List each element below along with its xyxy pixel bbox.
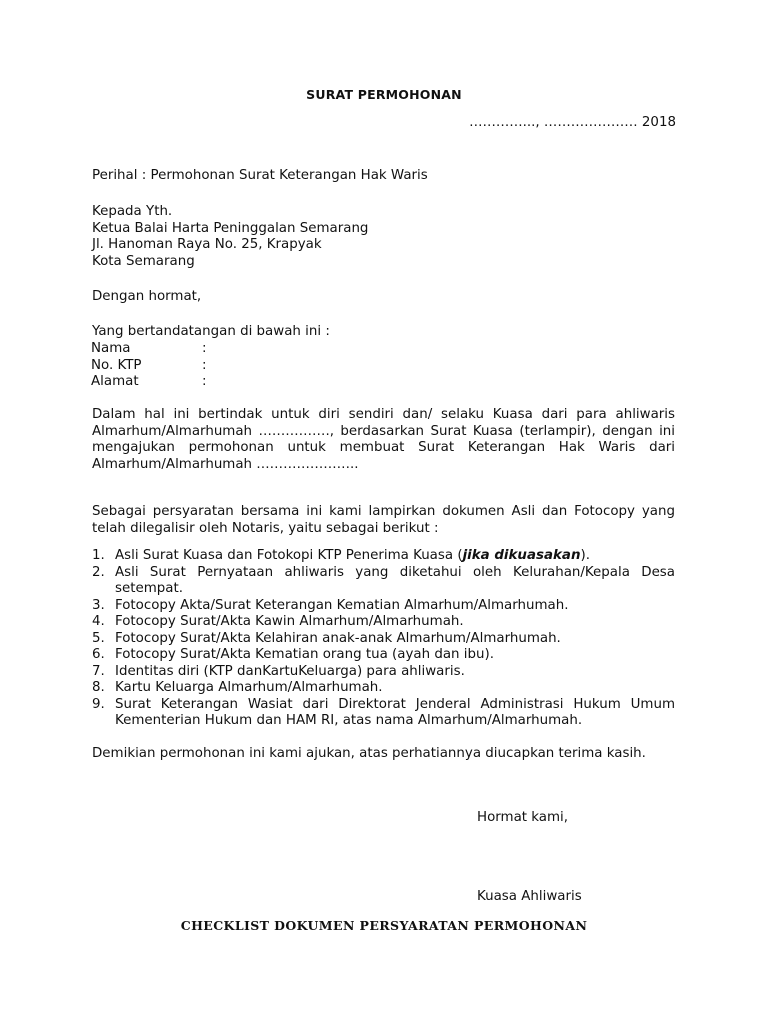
list-number: 7. — [92, 663, 105, 679]
paragraph-requirements-intro: Sebagai persyaratan bersama ini kami lampirkan dokumen Asli dan Fotocopy yang telah dilegalisir oleh Notaris, yaitu sebagai berikut : — [92, 504, 675, 536]
list-item — [92, 697, 675, 730]
field-label: Alamat — [91, 374, 139, 389]
field-alamat — [91, 374, 674, 391]
list-text-tail: ). — [580, 548, 590, 563]
intro — [92, 324, 675, 341]
recipient-line: Ketua Balai Harta Peninggalan Semarang — [92, 220, 369, 236]
list-text: Fotocopy Surat/Akta Kelahiran anak-anak Almarhum/Almarhumah. — [115, 630, 561, 646]
list-number: 2. — [92, 564, 105, 580]
closing-paragraph: Demikian permohonan ini kami ajukan, atas perhatiannya diucapkan terima kasih. — [92, 746, 646, 761]
intro-text: Yang bertandatangan di bawah ini : — [92, 324, 330, 339]
recipient-block — [92, 204, 675, 270]
field-label: No. KTP — [91, 357, 142, 373]
list-item — [92, 565, 675, 598]
list-number: 9. — [92, 696, 105, 712]
signoff: Hormat kami, — [477, 810, 569, 825]
letter-title: SURAT PERMOHONAN — [306, 87, 462, 102]
perihal-text: Perihal : Permohonan Surat Keterangan Hak Waris — [92, 168, 428, 183]
date-line: …………..., ………………… 2018 — [469, 115, 676, 130]
list-item — [92, 631, 675, 648]
field-colon: : — [202, 357, 207, 373]
list-number: 8. — [92, 680, 105, 695]
list-number: 5. — [92, 630, 105, 646]
paragraph-authority: Dalam hal ini bertindak untuk diri sendiri dan/ selaku Kuasa dari para ahliwaris Almarhum/Almarhumah ……………., berdasarkan Surat Kuasa (terlampir), dengan ini mengajukan permohonan untuk membuat Surat Keterangan Hak Waris dari Almarhum/Almarhumah ………………….. — [92, 407, 675, 472]
list-item — [92, 680, 675, 697]
list-text: Kartu Keluarga Almarhum/Almarhumah. — [115, 680, 383, 695]
field-colon: : — [202, 341, 207, 356]
field-label: Nama — [91, 341, 131, 356]
requirements-list — [92, 548, 675, 730]
field-colon: : — [202, 374, 207, 389]
list-text: Fotocopy Surat/Akta Kematian orang tua (ayah dan ibu). — [115, 647, 494, 662]
list-item — [92, 647, 675, 664]
list-number: 6. — [92, 647, 105, 662]
list-number: 4. — [92, 614, 105, 629]
list-text: Identitas diri (KTP danKartuKeluarga) para ahliwaris. — [115, 663, 465, 679]
signer-title: Kuasa Ahliwaris — [477, 889, 582, 904]
list-text: Surat Keterangan Wasiat dari Direktorat Jenderal Administrasi Hukum Umum Kementerian Hukum dan HAM RI, atas nama Almarhum/Almarhumah. — [115, 696, 675, 728]
perihal-line — [92, 168, 675, 185]
list-text: Asli Surat Pernyataan ahliwaris yang diketahui oleh Kelurahan/Kepala Desa setempat. — [115, 564, 675, 596]
recipient-line: Kota Semarang — [92, 253, 195, 269]
list-number: 3. — [92, 597, 105, 613]
field-no-ktp — [91, 358, 674, 375]
recipient-line: Jl. Hanoman Raya No. 25, Krapyak — [92, 237, 322, 252]
list-text: Asli Surat Kuasa dan Fotokopi KTP Penerima Kuasa ( — [115, 548, 463, 563]
list-text: Fotocopy Surat/Akta Kawin Almarhum/Almarhumah. — [115, 614, 464, 629]
list-item — [92, 548, 675, 565]
salutation — [92, 289, 675, 306]
list-number: 1. — [92, 548, 105, 563]
list-emphasis: jika dikuasakan — [462, 548, 581, 563]
field-nama — [91, 341, 674, 358]
recipient-line: Kepada Yth. — [92, 204, 173, 219]
list-item — [92, 614, 675, 631]
identity-fields — [91, 341, 674, 391]
salutation-text: Dengan hormat, — [92, 289, 202, 304]
checklist-title: CHECKLIST DOKUMEN PERSYARATAN PERMOHONAN — [180, 918, 588, 933]
list-item — [92, 664, 675, 681]
list-item — [92, 598, 675, 615]
list-text: Fotocopy Akta/Surat Keterangan Kematian Almarhum/Almarhumah. — [115, 597, 569, 613]
